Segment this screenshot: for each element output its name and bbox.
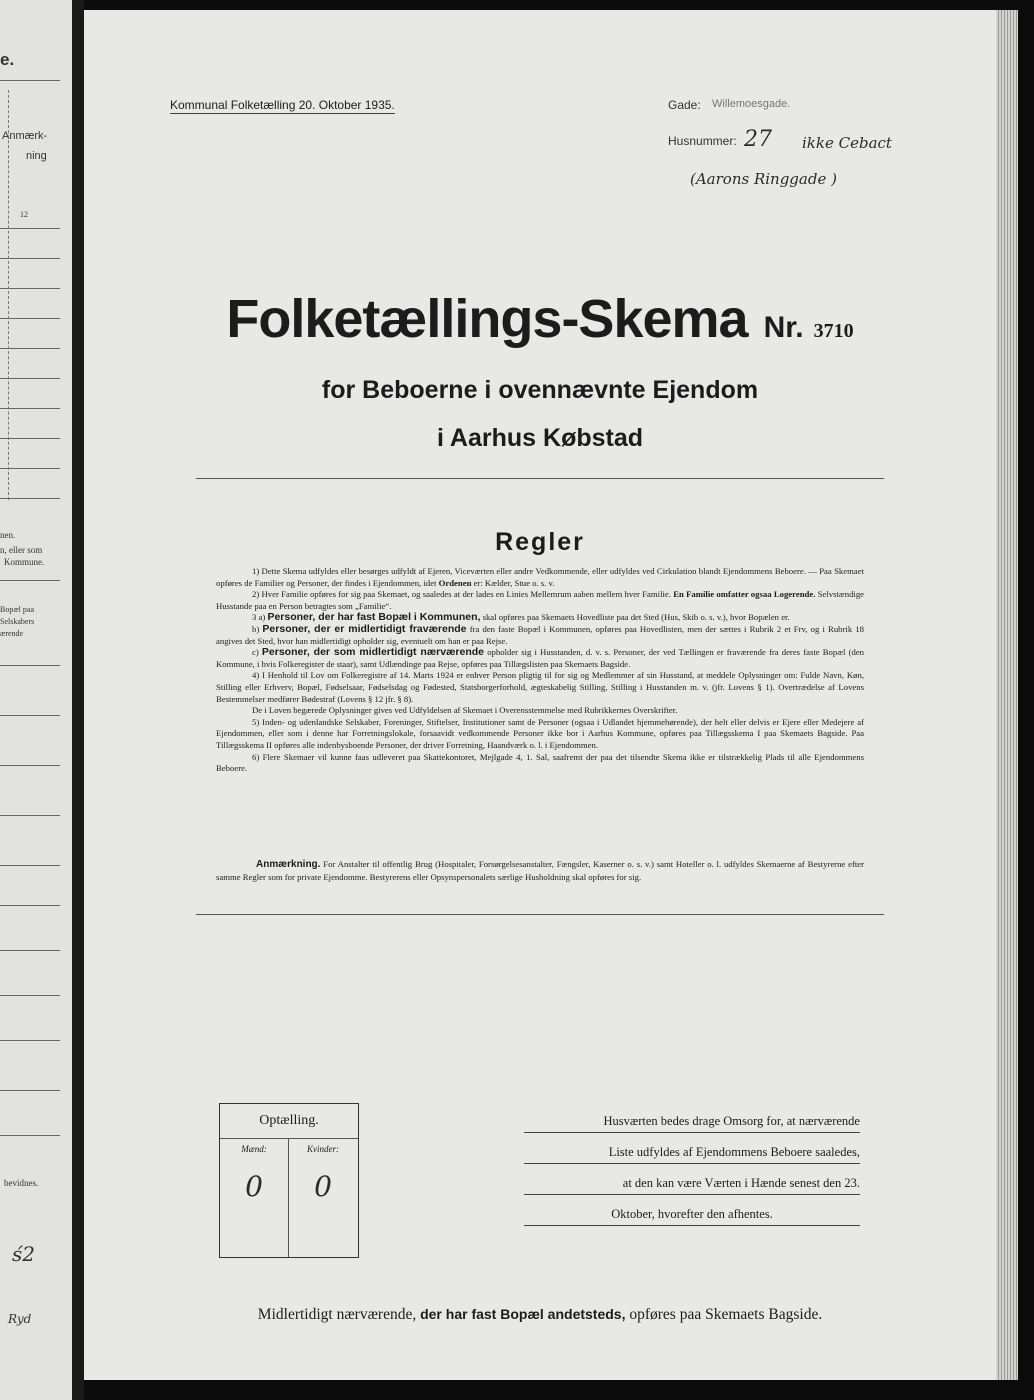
count-title: Optælling. [220,1104,358,1139]
house-number-label: Husnummer: [668,134,737,148]
street-value: Willemoesgade. [712,98,791,110]
census-title: Kommunal Folketælling 20. Oktober 1935. [170,98,395,112]
notice-line-2: Liste udfyldes af Ejendommens Beboere saaledes, [524,1141,860,1164]
remark-text: For Anstalter til offentlig Brug (Hospitaler, Forsørgelsesanstalter, Fængsler, Kaserner o. s. v.) samt Hoteller o. l. udfyldes Skemaerne af Bestyrerne efter samme Regler som for private Ejendomme. Bestyrerens eller Opsynspersonalets særlige Husholdning skal opføres for sig. [216,859,865,882]
left-frag-kommune: Kommune. [4,557,45,567]
page-edges [996,10,1018,1380]
rule-2: 2) Hver Familie opføres for sig paa Skemaet, og saaledes at der lades en Linies Mellemrum aaben mellem hver Familie. En Familie omfatter ogsaa Logerende. Selvstændige Husstande paa en Person betragtes som „Familie“. [216,589,865,611]
left-frag-e: e. [0,50,15,69]
census-form-page [84,10,996,1380]
landlord-notice [524,1110,860,1234]
footer-note: Midlertidigt nærværende, der har fast Bopæl andetsteds, opføres paa Skemaets Bagside. [257,1306,823,1323]
form-subtitle-1: for Beboerne i ovennævnte Ejendom [321,376,759,404]
house-number-note: ikke Cebact [802,134,892,152]
left-frag-eller-som: n, eller som [0,545,43,555]
left-frag-12: 12 [20,210,28,219]
count-women-label: Kvinder: [307,1144,339,1154]
rule-6: 6) Flere Skemaer vil kunne faas udleveret paa Skattekontoret, Mejlgade 4, 1. Sal, saafremt der paa det tilsendte Skema ikke er tilstrækkelig Plads til alle Ejendommens Beboere. [216,751,864,774]
rule-3a: 3 a) Personer, der har fast Bopæl i Kommunen, skal opføres paa Skemaets Hovedliste paa det Sted (Hus, Skib o. s. v.), hvor Bopælen er. [252,611,790,624]
street-label: Gade: [668,98,701,112]
count-box [219,1103,359,1258]
rule-4: 4) I Henhold til Lov om Folkeregistre af 14. Marts 1924 er enhver Person pligtig til for sig og Medlemmer af sin Husstand, at meddele Oplysninger om: Fulde Navn, Køn, Stilling eller Erhverv, Bopæl, Fødselsaar, Fødselsdag og Fødested, Statsborgerforhold, ægteskabelig Stilling, Stilling i Husstanden m. v. (jfr. Lovens § 1). Overtrædelse af Lovens Bestemmelser medfører Bødestraf (Lovens § 12 jfr. § 8). [216,670,864,704]
rule-4b: De i Loven begærede Oplysninger gives ved Udfyldelsen af Skemaet i Overensstemmelse med Rubrikkernes Overskrifter. [252,705,678,716]
count-men-label: Mænd: [241,1144,267,1154]
rules-text [216,566,864,775]
form-number: 3710 [813,320,854,342]
count-men-value: 0 [245,1170,263,1203]
notice-line-1: Husværten bedes drage Omsorg for, at nærværende [524,1110,860,1133]
left-frag-aerende: ærende [0,629,24,638]
divider-top [196,478,884,479]
notice-line-4: Oktober, hvorefter den afhentes. [524,1203,860,1226]
book-gutter [72,0,84,1400]
notice-line-3: at den kan være Værten i Hænde senest den 23. [524,1172,860,1195]
left-frag-selskabers: Selskabers [0,617,35,626]
remark [216,858,864,883]
form-title [84,288,996,350]
form-nr-label: Nr. [763,311,804,344]
left-frag-handwriting-2: Ryd [8,1312,32,1326]
form-title-main: Folketællings-Skema [226,289,748,349]
left-page-fragment [0,0,72,1400]
left-frag-handwriting-1: ś2 [12,1242,35,1266]
left-frag-anmaerk: Anmærk- [2,130,48,142]
count-men-column [220,1138,289,1257]
rules-heading: Regler [495,528,585,556]
count-women-column [289,1138,357,1257]
remark-label: Anmærkning. [256,859,321,870]
rule-3b: b) Personer, der er midlertidigt fraværende fra den faste Bopæl i Kommunen, opføres paa Hovedlisten, men der sættes i Rubrik 2 et Frv, og i Rubrik 18 angives det Sted, hvor han midlertidigt opholder sig, eventuelt om han er paa Rejse. [216,622,865,646]
left-frag-nen: nen. [0,530,16,540]
rule-1: 1) Dette Skema udfyldes eller besørges udfyldt af Ejeren, Viceværten eller andre Vedkommende, eller udfyldes ved Cirkulation blandt Ejendommens Beboere. — Paa Skemaet opføres de Familier og Personer, der findes i Ejendommen, idet Ordenen er: Kælder, Stue o. s. v. [216,566,864,588]
left-frag-bevidnes: bevidnes. [4,1178,39,1188]
count-women-value: 0 [314,1170,332,1203]
left-frag-bopael: Bopæl paa [0,605,34,614]
divider-bottom [196,914,884,915]
rule-3c: c) Personer, der som midlertidigt nærværende opholder sig i Husstanden, d. v. s. Personer, der ved Tællingen er fraværende fra deres faste Bopæl (den Kommune, i hvis Folkeregister de staar), samt Udlændinge paa Rejse, opføres paa Tillægslisten paa Skemaets Bagside. [216,646,865,669]
form-subtitle-2: i Aarhus Købstad [436,424,644,452]
rule-5: 5) Inden- og udenlandske Selskaber, Foreninger, Stiftelser, Institutioner samt de Personer (ogsaa i Udlandet hjemmehørende), der helt eller delvis er Ejere eller Medejere af Ejendommen, eller som i denne har Forretningslokale, forsaavidt vedkommende Personer ikke bor i Aarhus Kommune, opføres paa Tillægsskema I paa Skemaets Bagside. Paa Tillægsskema II opføres alle indenbysboende Personer, der driver Forretning, Haandværk o. l. i Ejendommen. [216,716,864,750]
house-number-value: 27 [744,127,772,152]
left-frag-ning: ning [26,150,47,162]
house-number-note-2: (Aarons Ringgade ) [690,170,837,188]
